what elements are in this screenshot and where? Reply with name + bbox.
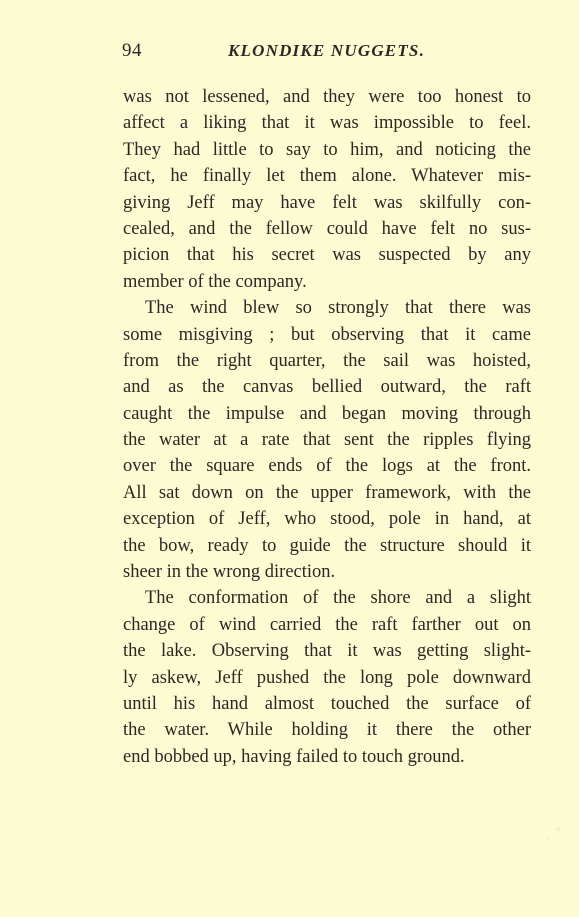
text-line: change of wind carried the raft farther out on [123,614,531,635]
text-line: until his hand almost touched the surface of [123,693,531,714]
text-line: the bow, ready to guide the structure should it [123,535,531,556]
text-line: exception of Jeff, who stood, pole in hand, at [123,509,531,530]
text-line: caught the impulse and began moving through [123,403,531,424]
running-title: KLONDIKE NUGGETS. [228,41,426,60]
text-line: cealed, and the fellow could have felt no sus- [123,218,531,239]
running-head [122,40,530,66]
text-line: All sat down on the upper framework, with the [123,482,531,503]
text-line: member of the company. [123,271,307,292]
page-number: 94 [122,40,142,61]
paper-speck: ·: [556,826,560,833]
text-line: some misgiving ; but observing that it came [123,324,531,345]
text-line: from the right quarter, the sail was hoisted, [123,350,531,371]
text-line: was not lessened, and they were too honest to [123,87,531,107]
text-line: end bobbed up, having failed to touch ground. [123,746,465,767]
text-line: the water at a rate that sent the ripples flying [123,430,531,451]
text-line: fact, he finally let them alone. Whatever mis- [123,166,531,187]
paper-speck: · [548,836,550,843]
text-line: picion that his secret was suspected by any [123,245,531,266]
text-line: They had little to say to him, and noticing the [123,139,531,160]
body-text [123,84,531,770]
paragraph-2 [123,295,531,585]
text-line: the lake. Observing that it was getting slight- [123,641,531,662]
text-line: and as the canvas bellied outward, the raft [123,377,531,398]
text-line: the water. While holding it there the other [123,720,531,741]
paragraph-3 [123,585,531,770]
text-line: The wind blew so strongly that there was [145,298,531,319]
paragraph-1 [123,84,531,295]
text-line: over the square ends of the logs at the front. [123,456,531,477]
text-line: giving Jeff may have felt was skilfully con- [123,192,531,213]
text-line: ly askew, Jeff pushed the long pole downward [123,667,531,688]
text-line: sheer in the wrong direction. [123,562,336,583]
text-line: The conformation of the shore and a slight [145,588,531,609]
text-line: affect a liking that it was impossible to feel. [123,113,531,134]
